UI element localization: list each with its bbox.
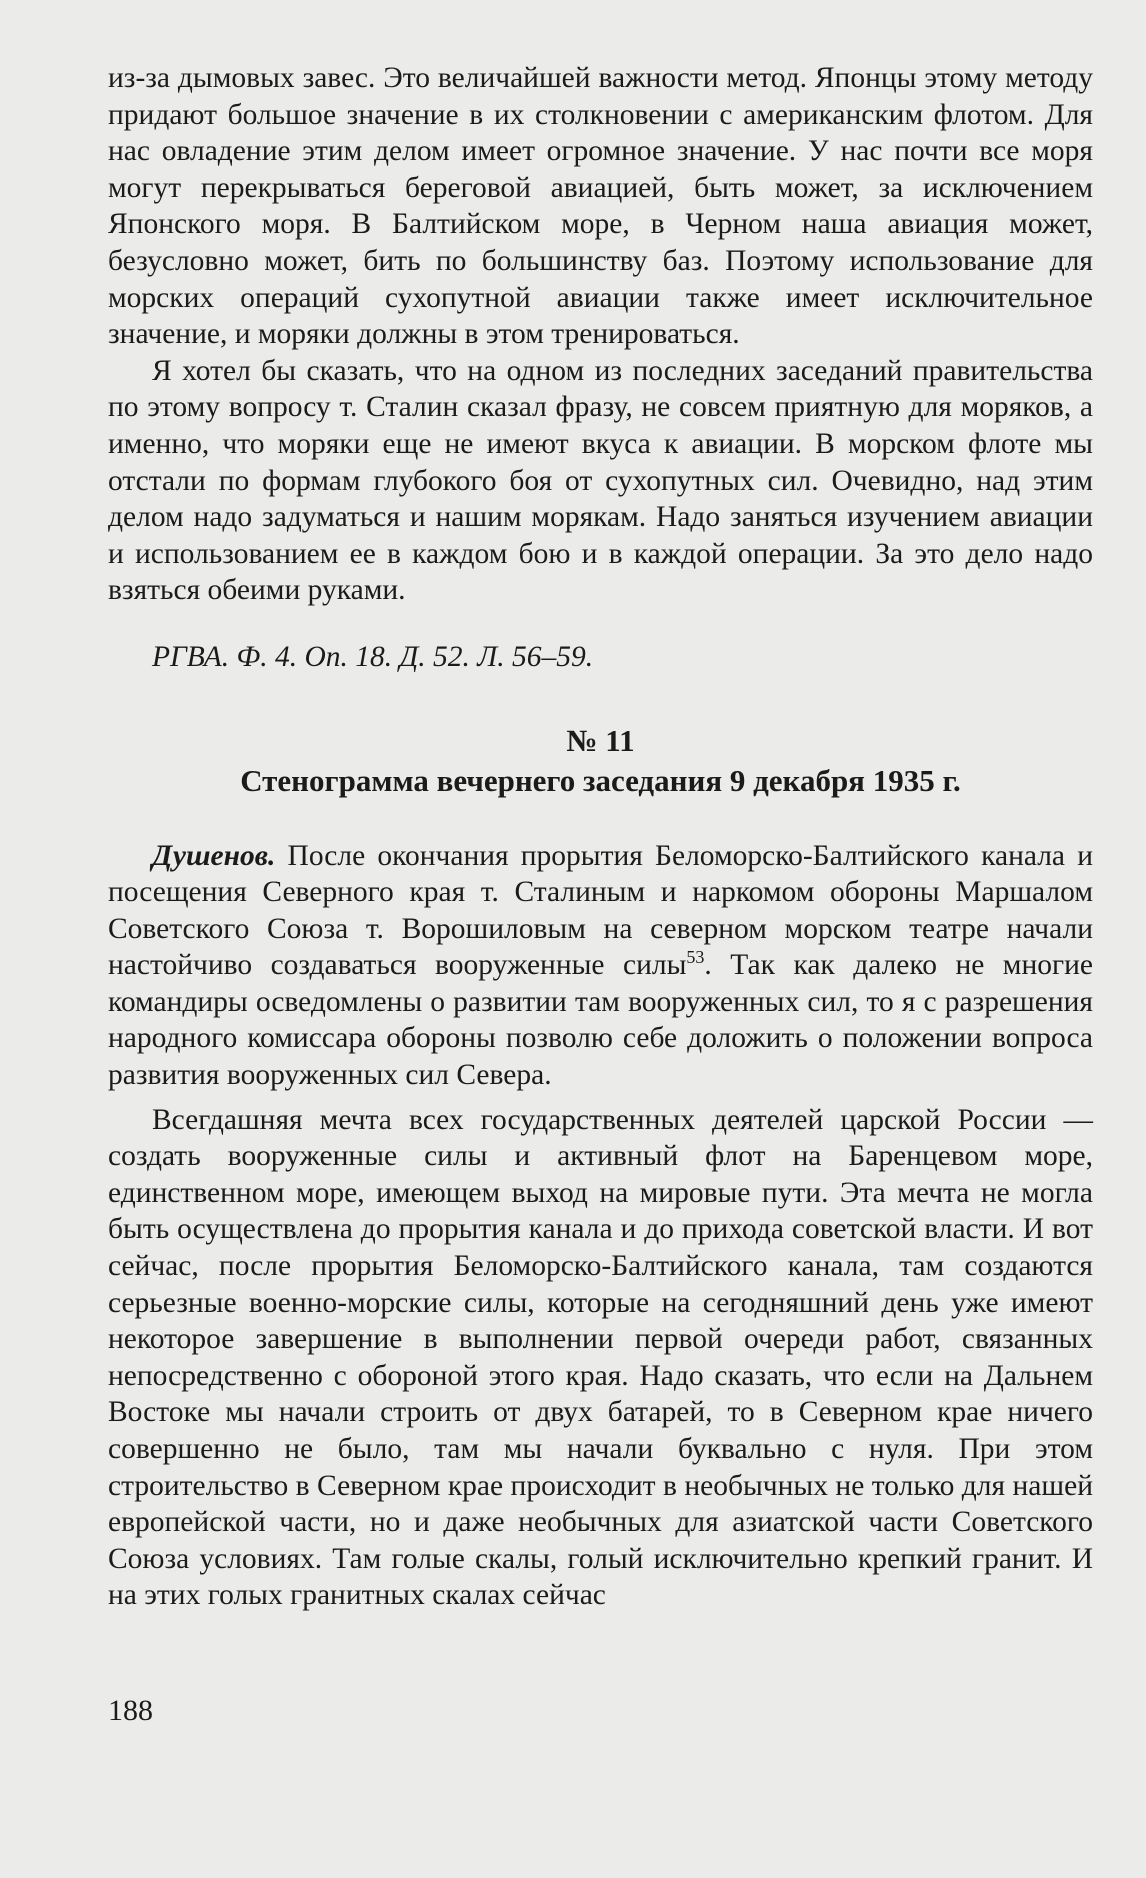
speech-text-2: . Так как далеко не многие командиры осведомлены о развитии там вооруженных сил, то я с разрешения народного комиссара обороны позволю себе доложить о положении вопроса развития вооруженных сил Севера. [108,949,1093,1092]
speaker-name: Душенов. [152,839,276,872]
paragraph-continued: из-за дымовых завес. Это величайшей важности метод. Японцы этому методу придают большое значение в их столкновении с американским флотом. Для нас овладение этим делом имеет огромное значение. У нас почти все моря могут перекрываться береговой авиацией, быть может, за исключением Японского моря. В Балтийском море, в Черном наша авиация может, безусловно может, бить по большинству баз. Поэтому использование для морских операций сухопутной авиации также имеет исключительное значение, и моряки должны в этом тренироваться. [108,62,1093,351]
speech-paragraph [108,838,1093,1094]
document-title: Стенограмма вечернего заседания 9 декабря 1935 г. [240,762,961,798]
footnote-marker: 53 [686,947,705,968]
paragraph-stalin-remark: Я хотел бы сказать, что на одном из последних заседаний правительства по этому вопросу т. Сталин сказал фразу, не совсем приятную для моряков, а именно, что моряки еще не имеют вкуса к авиации. В морском флоте мы отстали по формам глубокого боя от сухопутных сил. Очевидно, над этим делом надо задуматься и нашим морякам. Надо заняться изучением авиации и использованием ее в каждом бою и в каждой операции. За это дело надо взяться обеими руками. [108,354,1093,607]
paragraph-northern-fleet: Всегдашняя мечта всех государственных деятелей царской России — создать вооруженные силы и активный флот на Баренцевом море, единственном море, имеющем выход на мировые пути. Эта мечта не могла быть осуществлена до прорытия канала и до прихода советской власти. И вот сейчас, после прорытия Беломорско-Балтийского канала, там создаются серьезные военно-морские силы, которые на сегодняшний день уже имеют некоторое завершение в выполнении первой очереди работ, связанных непосредственно с обороной этого края. Надо сказать, что если на Дальнем Востоке мы начали строить от двух батарей, то в Северном крае ничего совершенно не было, там мы начали буквально с нуля. При этом строительство в Северном крае происходит в необычных не только для нашей европейской части, но и даже необычных для азиатской части Советского Союза условиях. Там голые скалы, голый исключительно крепкий гранит. И на этих голых гранитных скалах сейчас [108,1103,1093,1612]
archive-citation: РГВА. Ф. 4. Оп. 18. Д. 52. Л. 56–59. [152,640,594,673]
document-number: № 11 [566,722,635,758]
speech-text-1: После окончания прорытия Беломорско-Балтийского канала и посещения Северного края т. Сталиным и наркомом обороны Маршалом Советского Союза т. Ворошиловым на северном морском театре начали настойчиво создаваться вооруженные силы [108,839,1093,982]
page-number: 188 [108,1694,153,1727]
